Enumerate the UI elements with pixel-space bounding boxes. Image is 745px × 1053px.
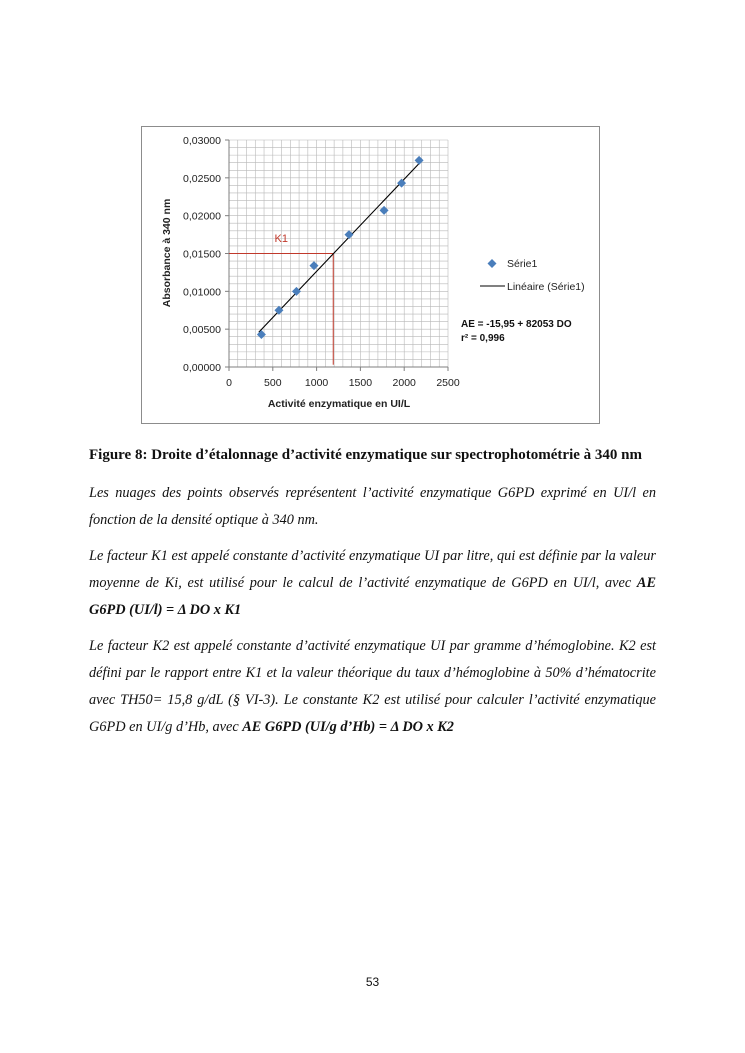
chart-container <box>141 126 600 424</box>
data-points <box>257 156 424 339</box>
x-tick-label: 1500 <box>348 377 373 389</box>
paragraph-points: Les nuages des points observés représentent l’activité enzymatique G6PD exprimé en UI/l en fonction de la densité optique à 340 nm. <box>89 485 656 528</box>
data-point <box>397 179 406 188</box>
legend <box>480 258 585 293</box>
y-tick-label: 0,02000 <box>183 210 221 223</box>
trendline <box>259 163 419 332</box>
page-number: 53 <box>365 975 380 989</box>
x-axis-title: Activité enzymatique en UI/L <box>267 398 411 410</box>
formula-k1: AE G6PD (UI/l) = Δ DO x K1 <box>89 575 656 618</box>
paragraph-k2-text: Le facteur K2 est appelé constante d’activité enzymatique UI par gramme d’hémoglobine. K2 est défini par le rapport entre K1 et la valeur théorique du taux d’hémoglobine à 50% d’hématocrite avec TH50= 15,8 g/dL (§ VI-3). Le constante K2 est utilisé pour calculer l’activité enzymatique G6PD en UI/g d’Hb, avec <box>89 638 656 735</box>
x-tick-label: 1000 <box>304 377 329 389</box>
legend-label-serie1: Série1 <box>507 258 538 270</box>
trendline-group <box>259 163 419 332</box>
y-tick-label: 0,01500 <box>183 248 221 261</box>
x-tick-label: 0 <box>226 377 232 389</box>
legend-label-trendline: Linéaire (Série1) <box>507 281 585 293</box>
data-point <box>292 287 301 296</box>
x-tick-label: 2500 <box>436 377 460 389</box>
calibration-chart <box>142 127 601 425</box>
data-point <box>415 156 424 165</box>
paragraph-k2 <box>89 633 656 741</box>
y-tick-label: 0,00500 <box>183 324 221 337</box>
data-point <box>380 206 389 215</box>
y-axis-title: Absorbance à 340 nm <box>161 198 173 308</box>
y-tick-label: 0,03000 <box>183 135 221 147</box>
figure-caption: Figure 8: Droite d’étalonnage d’activité enzymatique sur spectrophotométrie à 340 nm <box>89 447 642 463</box>
k1-label: K1 <box>274 233 289 246</box>
tick-labels <box>183 135 460 389</box>
r-squared-label: r² = 0,996 <box>461 333 505 344</box>
data-point <box>345 230 354 239</box>
equation-label: AE = -15,95 + 82053 DO <box>461 319 572 330</box>
paragraph-k1 <box>89 543 656 624</box>
formula-k2: AE G6PD (UI/g d’Hb) = Δ DO x K2 <box>242 719 454 735</box>
x-tick-label: 500 <box>264 377 282 389</box>
data-point <box>257 330 266 339</box>
legend-marker-serie1 <box>488 259 497 268</box>
y-tick-label: 0,02500 <box>183 172 221 185</box>
x-tick-label: 2000 <box>392 377 416 389</box>
y-tick-label: 0,00000 <box>183 362 221 374</box>
paragraph-k1-text: Le facteur K1 est appelé constante d’activité enzymatique UI par litre, qui est définie par la valeur moyenne de Ki, est utilisé pour le calcul de l’activité enzymatique de G6PD en UI/l, avec <box>89 548 656 591</box>
y-tick-label: 0,01000 <box>183 286 221 299</box>
